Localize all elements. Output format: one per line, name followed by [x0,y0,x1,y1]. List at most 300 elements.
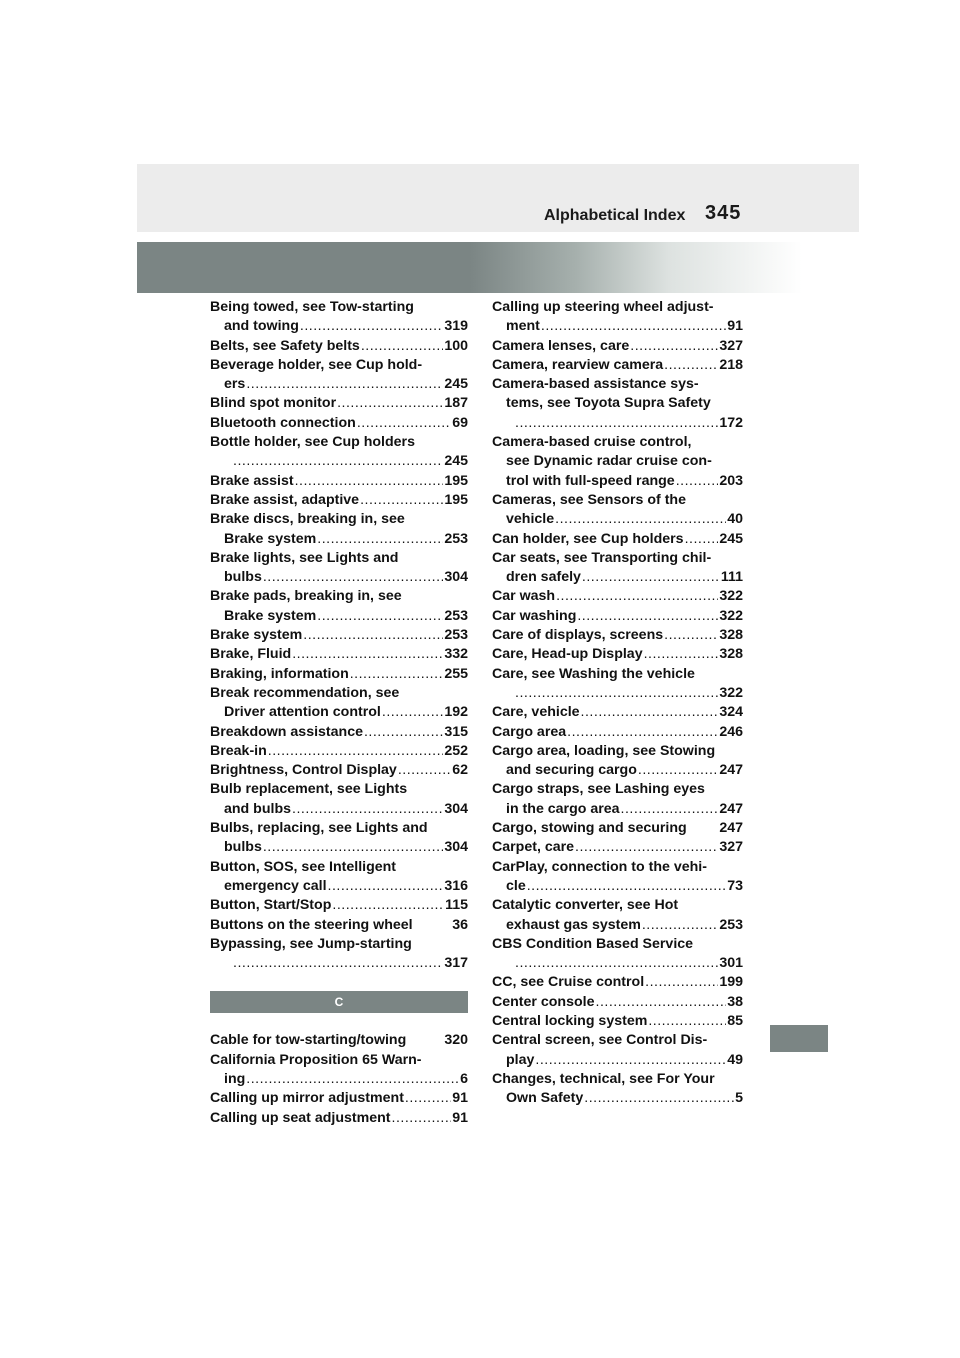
index-entry-text: bulbs [224,839,262,856]
index-entry[interactable] [492,665,743,704]
index-entry[interactable] [210,1089,468,1108]
index-entry-line [492,1012,743,1031]
dot-leader [596,993,727,1012]
index-entry-page: 172 [719,414,743,431]
index-entry[interactable] [492,337,743,356]
index-entry-page: 6 [460,1070,468,1087]
index-entry-text: Buttons on the steering wheel [210,916,413,933]
dot-leader [361,337,444,356]
index-entry-line [492,800,743,819]
index-entry[interactable] [210,587,468,626]
index-entry[interactable] [492,973,743,992]
index-entry-line [210,838,468,857]
dot-leader [642,916,718,935]
decorative-band [137,242,802,293]
index-entry-text: Cargo area [492,723,567,740]
index-entry-text: emergency call [224,877,327,894]
index-entry[interactable] [492,993,743,1012]
dot-leader [621,800,719,819]
index-entry-page: 247 [719,762,743,779]
index-entry[interactable] [210,723,468,742]
index-entry-text: trol with full-speed range [506,472,675,489]
index-entry-line [492,607,743,626]
dot-leader [233,954,443,973]
index-entry-page: 332 [444,646,468,663]
index-entry-line [492,472,743,491]
index-entry-text: Driver attention control [224,704,381,721]
index-entry-page: 195 [444,472,468,489]
index-entry-text: Car wash [492,588,556,605]
index-entry-page: 245 [719,530,743,547]
index-entry-line [210,665,468,684]
index-entry-text: ers [224,376,246,393]
index-entry-page: 85 [727,1012,743,1029]
index-entry-page: 327 [719,337,743,354]
dot-leader [246,375,443,394]
index-entry-page: 91 [452,1109,468,1126]
index-entry-text: Brake lights, see Lights and [210,549,399,566]
index-entry[interactable] [210,1051,468,1090]
dot-leader [317,607,443,626]
index-entry[interactable] [210,626,468,645]
index-entry[interactable] [210,472,468,491]
index-entry-line [210,858,468,877]
dot-leader [648,1012,726,1031]
index-entry[interactable] [492,375,743,433]
index-entry[interactable] [492,549,743,588]
index-entry-text: Can holder, see Cup holders [492,530,684,547]
index-entry-text: cle [506,877,526,894]
index-entry[interactable] [210,549,468,588]
index-entry-text: exhaust gas system [506,916,641,933]
index-entry-page: 246 [719,723,743,740]
index-entry-line [210,568,468,587]
index-entry-line [210,1070,468,1089]
index-entry-line [210,877,468,896]
index-entry-line [210,472,468,491]
dot-leader [582,568,720,587]
index-entry-line [492,530,743,549]
index-entry-page: 328 [719,646,743,663]
index-entry-text: Break recommendation, see [210,684,400,701]
index-entry-page: 111 [720,569,743,586]
index-entry-line [210,433,468,452]
dot-leader [398,761,451,780]
index-entry-line [492,819,743,838]
index-entry-line [210,723,468,742]
index-entry-line [210,317,468,336]
index-entry-text: Brake discs, breaking in, see [210,511,405,528]
index-entry[interactable] [210,414,468,433]
index-entry-page: 203 [719,472,743,489]
index-entry-page: 36 [452,916,468,933]
dot-leader [233,452,443,471]
index-entry-line [492,742,743,761]
index-entry-page: 322 [719,588,743,605]
index-entry-page: 322 [719,684,743,701]
index-entry[interactable] [210,761,468,780]
index-entry[interactable] [210,935,468,974]
index-entry-line [210,1109,468,1128]
index-entry-line [492,916,743,935]
index-entry-text: Car washing [492,607,577,624]
index-entry-text: Button, Start/Stop [210,897,332,914]
index-entry-page: 253 [444,530,468,547]
index-entry-text: Cargo area, loading, see Stowing [492,742,716,759]
index-entry-text: Calling up mirror adjustment [210,1090,404,1107]
index-entry[interactable] [492,587,743,606]
index-entry[interactable] [492,858,743,897]
index-entry[interactable] [492,1070,743,1109]
index-entry-line [492,703,743,722]
page-number: 345 [705,202,742,224]
index-entry-text: Brake assist, adaptive [210,491,360,508]
dot-leader [295,472,444,491]
index-column-right [492,298,743,1108]
index-entry-line [492,645,743,664]
index-entry-text: Central screen, see Control Dis- [492,1032,708,1049]
index-entry-text: Catalytic converter, see Hot [492,897,679,914]
index-entry[interactable] [210,896,468,915]
index-entry-line [210,684,468,703]
index-entry[interactable] [210,645,468,664]
dot-leader [664,626,718,645]
index-entry[interactable] [210,780,468,819]
index-entry-text: see Dynamic radar cruise con- [506,453,712,470]
index-entry[interactable] [210,433,468,472]
index-entry-line [492,1089,743,1108]
dot-leader [555,510,726,529]
index-entry-line [492,394,743,413]
index-entry-text: Blind spot monitor [210,395,337,412]
section-header-c: C [210,991,468,1013]
index-entry-page: 247 [719,800,743,817]
dot-leader [292,645,443,664]
index-entry-page: 195 [444,491,468,508]
index-entry-page: 247 [719,820,743,837]
index-entry-text: Camera, rearview camera [492,356,664,373]
index-entry-page: 38 [727,993,743,1010]
dot-leader [328,877,444,896]
index-entry[interactable] [492,703,743,722]
index-entry-line [492,684,743,703]
dot-leader [527,877,726,896]
index-entry-line [210,375,468,394]
index-entry-page: 252 [444,742,468,759]
index-entry-text: Changes, technical, see For Your [492,1070,715,1087]
index-entry-line [210,549,468,568]
index-entry-text: Bulbs, replacing, see Lights and [210,820,428,837]
dot-leader [541,317,726,336]
index-entry[interactable] [492,491,743,530]
index-entry-page: 319 [444,318,468,335]
index-entry-text: Brake assist [210,472,294,489]
index-entry-text: Brightness, Control Display [210,762,397,779]
index-entry-line [492,491,743,510]
index-entry-text: bulbs [224,569,262,586]
index-entry-page: 304 [444,569,468,586]
index-entry-text: Camera lenses, care [492,337,630,354]
index-entry-line [492,665,743,684]
index-entry-text: Brake system [224,607,317,624]
index-entry-page: 315 [444,723,468,740]
index-entry-line [210,394,468,413]
index-entry-page: 115 [445,897,468,914]
dot-leader [630,337,718,356]
index-entry-line [210,742,468,761]
index-entry-line [210,645,468,664]
index-entry-line [492,935,743,954]
index-entry-text: Break-in [210,742,267,759]
index-entry[interactable] [492,935,743,974]
index-entry-text: Braking, information [210,665,349,682]
index-entry-line [492,626,743,645]
index-entry-text: Center console [492,993,595,1010]
dot-leader [577,607,718,626]
index-entry-text: Belts, see Safety belts [210,337,360,354]
index-entry[interactable] [492,607,743,626]
index-entry-text: Beverage holder, see Cup hold- [210,356,423,373]
index-entry[interactable] [492,356,743,375]
index-entry-text: play [506,1051,535,1068]
index-entry[interactable] [210,1109,468,1128]
index-entry-page: 317 [444,955,468,972]
index-entry-line [210,1051,468,1070]
index-entry-page: 245 [444,453,468,470]
dot-leader [317,530,443,549]
index-entry[interactable] [492,896,743,935]
index-entry[interactable] [210,356,468,395]
index-entry-line [492,1070,743,1089]
dot-leader [292,800,443,819]
index-entry-line [210,510,468,529]
index-entry[interactable] [210,665,468,684]
index-entry-line [210,1089,468,1108]
index-entry[interactable] [492,1031,743,1070]
index-list-c-continued [492,298,743,1108]
index-entry-line [492,761,743,780]
index-entry-line [210,414,468,433]
index-entry-line [210,780,468,799]
index-entry[interactable] [210,742,468,761]
index-entry-text: Brake, Fluid [210,646,292,663]
index-entry-page: 199 [719,974,743,991]
index-entry-line [492,877,743,896]
index-entry-text: Cameras, see Sensors of the [492,491,686,508]
index-entry-line [210,1031,468,1050]
index-entry-text: California Proposition 65 Warn- [210,1051,422,1068]
index-entry-line [492,1051,743,1070]
index-entry-line [210,819,468,838]
index-entry-page: 192 [444,704,468,721]
index-entry-line [492,993,743,1012]
index-entry-line [492,452,743,471]
index-entry-line [492,838,743,857]
index-entry-text: Camera-based cruise control, [492,434,692,451]
index-entry-line [210,491,468,510]
index-entry-line [492,298,743,317]
index-entry-line [210,337,468,356]
index-entry-page: 255 [444,665,468,682]
dot-leader [246,1070,459,1089]
index-entry-text: Cargo, stowing and securing [492,820,687,837]
index-entry[interactable] [492,838,743,857]
index-entry-line [210,587,468,606]
index-entry-line [492,337,743,356]
dot-leader [515,684,718,703]
index-entry-page: 301 [719,955,743,972]
index-entry-line [492,858,743,877]
index-entry[interactable] [492,298,743,337]
index-entry[interactable] [492,742,743,781]
dot-leader [350,665,444,684]
index-entry[interactable] [210,394,468,413]
index-entry-line [492,587,743,606]
index-entry-line [492,549,743,568]
index-entry-page: 328 [719,627,743,644]
index-entry-page: 304 [444,800,468,817]
index-entry-text: ment [506,318,540,335]
index-entry[interactable] [210,491,468,510]
index-entry-text: and towing [224,318,299,335]
dot-leader [556,587,718,606]
dot-leader [300,317,443,336]
index-entry[interactable] [210,510,468,549]
index-entry-page: 304 [444,839,468,856]
index-list-b [210,298,468,973]
index-entry-text: tems, see Toyota Supra Safety [506,395,711,412]
index-entry[interactable] [492,1012,743,1031]
index-entry[interactable] [210,298,468,337]
index-entry-page: 218 [719,356,743,373]
index-entry-text: Brake pads, breaking in, see [210,588,402,605]
index-entry-line [210,761,468,780]
index-entry-text: Calling up steering wheel adjust- [492,299,714,315]
index-entry-line [210,298,468,317]
index-entry-text: Care of displays, screens [492,627,664,644]
index-entry-page: 91 [452,1090,468,1107]
section-thumb-tab [770,1025,828,1052]
index-entry-line [492,973,743,992]
dot-leader [638,761,718,780]
index-entry[interactable] [210,337,468,356]
index-entry-text: Camera-based assistance sys- [492,376,699,393]
index-entry-page: 253 [719,916,743,933]
index-entry-line [210,703,468,722]
dot-leader [360,491,443,510]
index-entry-line [210,607,468,626]
index-entry-line [492,414,743,433]
index-entry-text: Being towed, see Tow-starting [210,299,414,315]
index-entry-line [492,954,743,973]
dot-leader [535,1051,726,1070]
dot-leader [332,896,444,915]
index-entry-text: CarPlay, connection to the vehi- [492,858,707,875]
index-entry-line [210,916,468,935]
index-entry-text: Bypassing, see Jump-starting [210,935,412,952]
dot-leader [392,1109,452,1128]
index-entry-page: 5 [735,1090,743,1107]
index-entry[interactable] [210,819,468,858]
index-entry-line [492,896,743,915]
dot-leader [567,723,718,742]
index-entry-line [492,568,743,587]
index-entry-line [492,780,743,799]
index-entry-text: CBS Condition Based Service [492,935,694,952]
index-entry-page: 62 [452,762,468,779]
index-entry-page: 187 [444,395,468,412]
dot-leader [685,530,719,549]
index-entry-page: 320 [444,1032,468,1049]
index-entry-page: 49 [727,1051,743,1068]
index-entry-page: 316 [444,877,468,894]
index-entry-line [492,1031,743,1050]
dot-leader [645,973,718,992]
index-entry-text: Bottle holder, see Cup holders [210,434,415,451]
dot-leader [263,838,443,857]
index-entry-page: 324 [719,704,743,721]
index-entry-line [492,356,743,375]
index-entry-text: and bulbs [224,800,291,817]
index-entry-text: in the cargo area [506,800,620,817]
dot-leader [337,394,443,413]
index-entry[interactable] [492,780,743,819]
index-entry-text: Cargo straps, see Lashing eyes [492,781,705,798]
dot-leader [676,472,719,491]
index-entry-line [210,935,468,954]
dot-leader [405,1089,451,1108]
index-entry-text: Own Safety [506,1090,584,1107]
index-entry-line [492,723,743,742]
index-entry-text: Breakdown assistance [210,723,363,740]
index-entry[interactable] [492,645,743,664]
index-entry-page: 40 [727,511,743,528]
index-entry[interactable] [492,530,743,549]
index-entry[interactable] [492,433,743,491]
page-title: Alphabetical Index [544,207,686,224]
index-entry-text: vehicle [506,511,555,528]
index-entry-text: Bulb replacement, see Lights [210,781,408,798]
index-entry-text: dren safely [506,569,581,586]
dot-leader [644,645,719,664]
index-entry[interactable] [492,819,743,838]
index-entry[interactable] [492,626,743,645]
dot-leader [303,626,443,645]
index-entry-line [492,375,743,394]
index-entry-page: 100 [444,337,468,354]
index-entry-text: Care, vehicle [492,704,580,721]
index-entry-line [210,356,468,375]
index-entry-line [210,800,468,819]
index-entry[interactable] [210,858,468,897]
index-entry[interactable] [492,723,743,742]
index-entry-text: Care, see Washing the vehicle [492,665,695,682]
dot-leader [515,954,718,973]
index-entry-text: Carpet, care [492,839,575,856]
index-list-c [210,1031,468,1127]
dot-leader [584,1089,734,1108]
index-entry[interactable] [210,684,468,723]
index-entry[interactable] [210,916,468,935]
index-entry-text: Cable for tow-starting/towing [210,1032,407,1049]
index-entry-text: and securing cargo [506,762,637,779]
dot-leader [581,703,719,722]
index-entry-text: Calling up seat adjustment [210,1109,391,1126]
index-entry-text: Central locking system [492,1012,648,1029]
index-entry-line [492,317,743,336]
index-entry[interactable] [210,1031,468,1050]
index-entry-line [210,896,468,915]
